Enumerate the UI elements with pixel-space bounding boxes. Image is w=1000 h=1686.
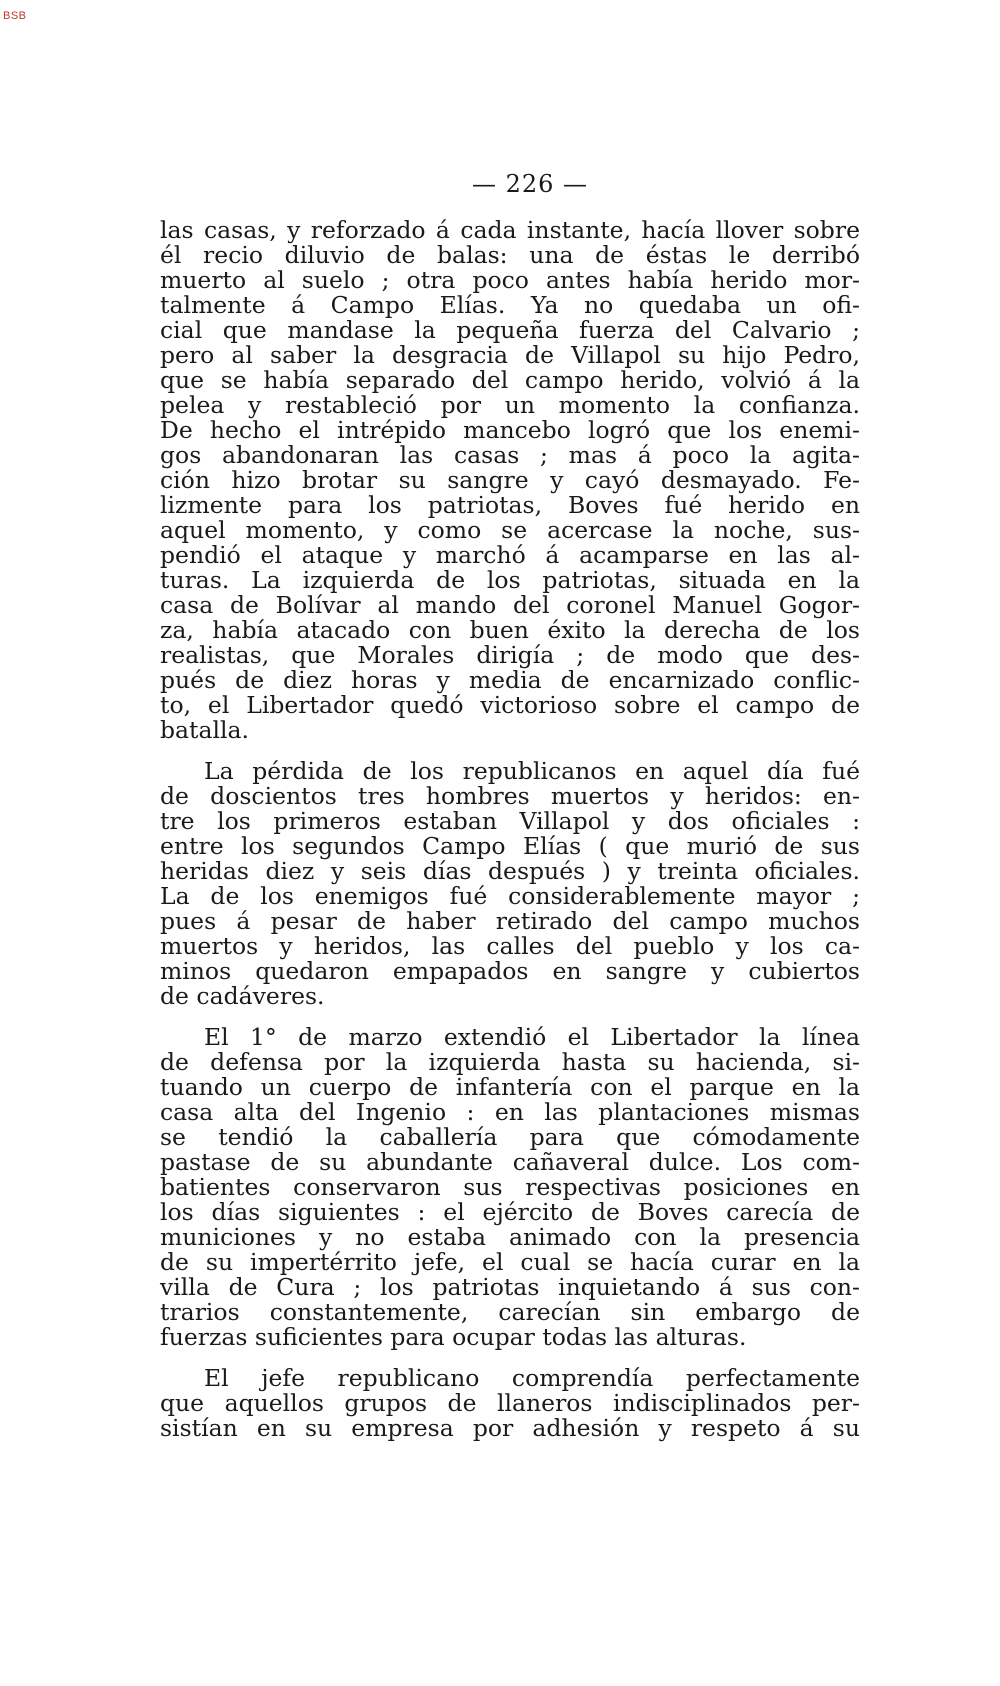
- text-line: aquel momento, y como se acercase la noche, sus-: [160, 516, 860, 544]
- paragraph: [160, 1025, 860, 1350]
- text-line: tuando un cuerpo de infantería con el parque en la: [160, 1073, 860, 1101]
- text-line: casa alta del Ingenio : en las plantaciones mismas: [160, 1098, 860, 1126]
- text-line: de cadáveres.: [160, 982, 325, 1010]
- text-line: pastase de su abundante cañaveral dulce. Los com-: [160, 1148, 860, 1176]
- text-line: za, había atacado con buen éxito la derecha de los: [160, 616, 860, 644]
- text-line: El 1° de marzo extendió el Libertador la línea: [204, 1023, 860, 1051]
- text-line: los días siguientes : el ejército de Boves carecía de: [160, 1198, 860, 1226]
- text-line: fuerzas suficientes para ocupar todas las alturas.: [160, 1323, 747, 1351]
- text-line: cial que mandase la pequeña fuerza del Calvario ;: [160, 316, 860, 344]
- page-body-text: [160, 218, 860, 1441]
- paragraph: [160, 1366, 860, 1441]
- text-line: muerto al suelo ; otra poco antes había herido mor-: [160, 266, 860, 294]
- text-line: turas. La izquierda de los patriotas, situada en la: [160, 566, 860, 594]
- text-line: realistas, que Morales dirigía ; de modo que des-: [160, 641, 860, 669]
- text-line: gos abandonaran las casas ; mas á poco la agita-: [160, 441, 860, 469]
- text-line: batientes conservaron sus respectivas posiciones en: [160, 1173, 860, 1201]
- text-line: pués de diez horas y media de encarnizado conflic-: [160, 666, 860, 694]
- text-line: de doscientos tres hombres muertos y heridos: en-: [160, 782, 860, 810]
- text-line: él recio diluvio de balas: una de éstas le derribó: [160, 241, 860, 269]
- text-line: heridas diez y seis días después ) y treinta oficiales.: [160, 857, 860, 885]
- text-line: de su impertérrito jefe, el cual se hacía curar en la: [160, 1248, 860, 1276]
- text-line: minos quedaron empapados en sangre y cubiertos: [160, 957, 860, 985]
- text-line: se tendió la caballería para que cómodamente: [160, 1123, 860, 1151]
- text-line: las casas, y reforzado á cada instante, hacía llover sobre: [160, 216, 860, 244]
- text-line: que se había separado del campo herido, volvió á la: [160, 366, 860, 394]
- text-line: municiones y no estaba animado con la presencia: [160, 1223, 860, 1251]
- text-line: to, el Libertador quedó victorioso sobre el campo de: [160, 691, 860, 719]
- text-line: pelea y restableció por un momento la confianza.: [160, 391, 860, 419]
- text-line: La de los enemigos fué considerablemente mayor ;: [160, 882, 860, 910]
- text-line: villa de Cura ; los patriotas inquietando á sus con-: [160, 1273, 860, 1301]
- page-number: — 226 —: [471, 170, 589, 198]
- text-line: pues á pesar de haber retirado del campo muchos: [160, 907, 860, 935]
- book-page: [160, 170, 860, 1441]
- paragraph: [160, 759, 860, 1009]
- library-watermark: BSB: [3, 10, 27, 22]
- text-line: que aquellos grupos de llaneros indisciplinados per-: [160, 1389, 860, 1417]
- text-line: trarios constantemente, carecían sin embargo de: [160, 1298, 860, 1326]
- text-line: De hecho el intrépido mancebo logró que los enemi-: [160, 416, 860, 444]
- text-line: ción hizo brotar su sangre y cayó desmayado. Fe-: [160, 466, 860, 494]
- text-line: La pérdida de los republicanos en aquel día fué: [204, 757, 860, 785]
- text-line: entre los segundos Campo Elías ( que murió de sus: [160, 832, 860, 860]
- text-line: casa de Bolívar al mando del coronel Manuel Gogor-: [160, 591, 860, 619]
- text-line: batalla.: [160, 716, 250, 744]
- text-line: muertos y heridos, las calles del pueblo y los ca-: [160, 932, 860, 960]
- text-line: pero al saber la desgracia de Villapol su hijo Pedro,: [160, 341, 860, 369]
- text-line: El jefe republicano comprendía perfectamente: [204, 1364, 860, 1392]
- text-line: pendió el ataque y marchó á acamparse en las al-: [160, 541, 860, 569]
- text-line: de defensa por la izquierda hasta su hacienda, si-: [160, 1048, 860, 1076]
- text-line: sistían en su empresa por adhesión y respeto á su: [160, 1414, 860, 1442]
- paragraph: [160, 218, 860, 743]
- text-line: lizmente para los patriotas, Boves fué herido en: [160, 491, 860, 519]
- text-line: talmente á Campo Elías. Ya no quedaba un ofi-: [160, 291, 860, 319]
- text-line: tre los primeros estaban Villapol y dos oficiales :: [160, 807, 860, 835]
